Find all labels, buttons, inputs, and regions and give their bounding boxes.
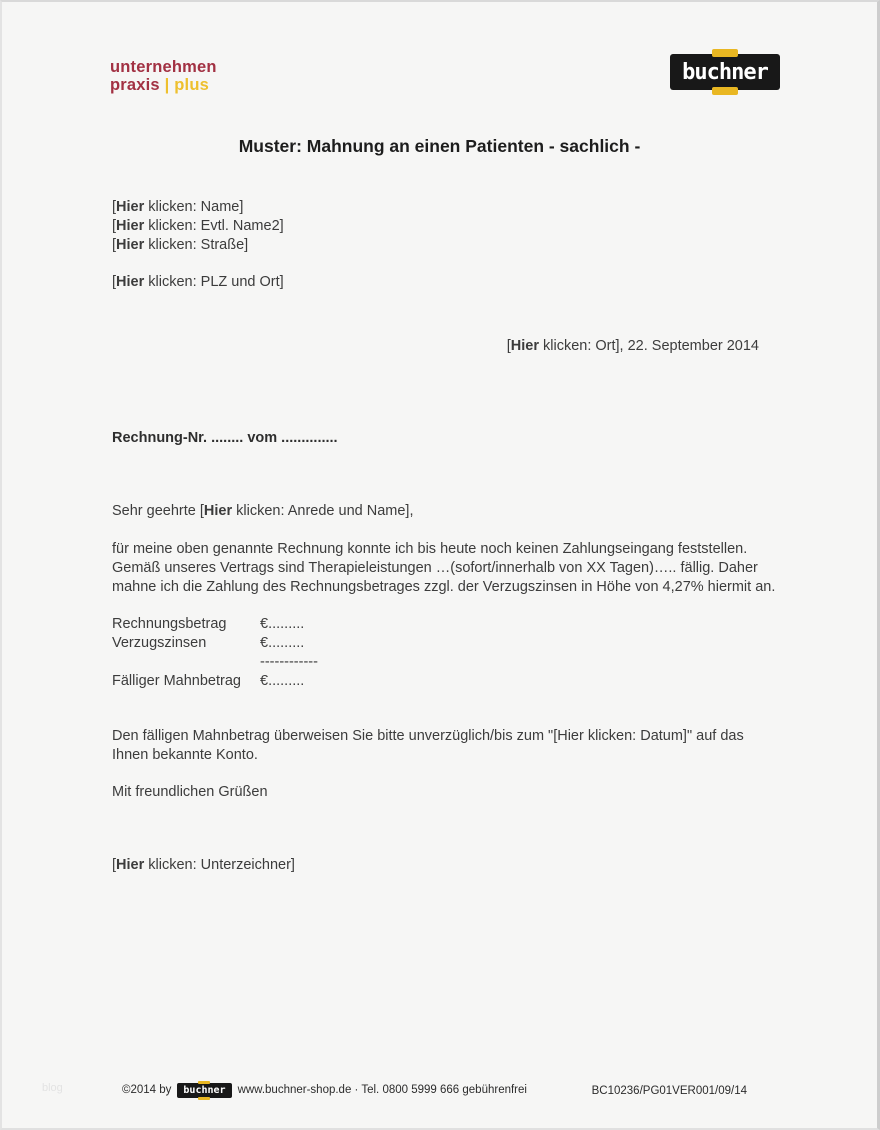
amount-value: €......... xyxy=(260,673,305,689)
body2-line2: Ihnen bekannte Konto. xyxy=(112,747,258,763)
amount-value: €......... xyxy=(260,635,305,651)
buchner-logo-wordmark: buchner xyxy=(682,59,768,85)
hier-bold: Hier xyxy=(116,274,145,290)
body1-line1: für meine oben genannte Rechnung konnte ich bis heute noch keinen Zahlungseingang feststellen. xyxy=(112,541,748,557)
hier-bold: Hier xyxy=(203,503,233,519)
placeholder-text: klicken: Unterzeichner] xyxy=(144,857,295,873)
placeholder-strasse[interactable] xyxy=(112,236,284,255)
recipient-address-block xyxy=(112,198,284,292)
hier-bold: Hier xyxy=(116,857,145,873)
blank-line xyxy=(112,255,284,273)
body-paragraph-1 xyxy=(112,540,775,597)
bracket: [ xyxy=(112,274,117,290)
amount-value: €......... xyxy=(260,616,305,632)
hier-bold: Hier xyxy=(510,338,539,354)
invoice-reference-line: Rechnung-Nr. ........ vom .............. xyxy=(112,430,338,446)
placeholder-text: klicken: Evtl. Name2] xyxy=(144,218,284,234)
amount-label-spacer: Verzugszinsen xyxy=(112,635,207,651)
up-logo-word-unternehmen: unternehmen xyxy=(110,58,217,76)
bracket: [ xyxy=(112,199,117,215)
salutation-line[interactable] xyxy=(112,502,413,521)
footer-copyright xyxy=(122,1081,527,1100)
blog-watermark: blog xyxy=(42,1082,63,1094)
body-paragraph-2 xyxy=(112,727,744,765)
copyright-prefix: ©2014 by xyxy=(122,1084,172,1096)
buchner-logo xyxy=(670,54,780,90)
buchner-logo-tab-bottom-icon xyxy=(712,87,738,95)
placeholder-name2[interactable] xyxy=(112,217,284,236)
amount-row-verzugszinsen xyxy=(112,634,318,653)
up-logo-word-praxis: praxis xyxy=(110,76,160,94)
body1-line3: mahne ich die Zahlung des Rechnungsbetrages zzgl. der Verzugszinsen in Höhe von 4,27% hiermit an. xyxy=(112,579,776,595)
placeholder-text: klicken: Straße] xyxy=(144,237,249,253)
up-logo-line2 xyxy=(110,76,217,94)
body2-line1: Den fälligen Mahnbetrag überweisen Sie bitte unverzüglich/bis zum "[Hier klicken: Datum]" auf das xyxy=(112,728,744,744)
placeholder-name[interactable] xyxy=(112,198,284,217)
placeholder-text: klicken: Name] xyxy=(144,199,244,215)
placeholder-unterzeichner[interactable] xyxy=(112,856,295,875)
closing-line: Mit freundlichen Grüßen xyxy=(112,784,268,800)
copyright-contact: www.buchner-shop.de · Tel. 0800 5999 666 gebührenfrei xyxy=(237,1084,527,1096)
hier-bold: Hier xyxy=(116,237,145,253)
placeholder-plz-ort[interactable] xyxy=(112,273,284,292)
unternehmen-praxis-logo xyxy=(110,58,217,94)
amount-label: Rechnungsbetrag xyxy=(112,616,227,632)
up-logo-pipe: | xyxy=(164,76,170,94)
bracket: [ xyxy=(112,218,117,234)
amount-row-rechnungsbetrag xyxy=(112,615,318,634)
document-code: BC10236/PG01VER001/09/14 xyxy=(591,1085,747,1097)
amount-label-empty xyxy=(112,653,260,672)
hier-bold: Hier xyxy=(116,199,145,215)
bracket: [ xyxy=(112,237,117,253)
amounts-table xyxy=(112,615,318,691)
buchner-mini-logo: buchner xyxy=(177,1083,231,1098)
sum-divider: ------------ xyxy=(260,654,318,670)
placeholder-ort-date[interactable] xyxy=(2,337,759,356)
document-title: Muster: Mahnung an einen Patienten - sachlich - xyxy=(238,136,641,156)
amount-label: Fälliger Mahnbetrag xyxy=(112,673,241,689)
placeholder-text: klicken: Anrede und Name], xyxy=(232,503,414,519)
up-logo-word-plus: plus xyxy=(174,76,209,94)
date-text: klicken: Ort], 22. September 2014 xyxy=(538,338,759,354)
amount-divider-row xyxy=(112,653,318,672)
bracket: [ xyxy=(506,338,511,354)
amount-row-total xyxy=(112,672,318,691)
up-logo-line1 xyxy=(110,58,217,76)
bracket: [ xyxy=(112,857,117,873)
placeholder-text: klicken: PLZ und Ort] xyxy=(144,274,284,290)
body1-line2: Gemäß unseres Vertrags sind Therapieleistungen …(sofort/innerhalb von XX Tagen)….. fällig. Daher xyxy=(112,560,758,576)
salutation-prefix: Sehr geehrte [ xyxy=(112,503,204,519)
hier-bold: Hier xyxy=(116,218,145,234)
buchner-logo-tab-top-icon xyxy=(712,49,738,57)
